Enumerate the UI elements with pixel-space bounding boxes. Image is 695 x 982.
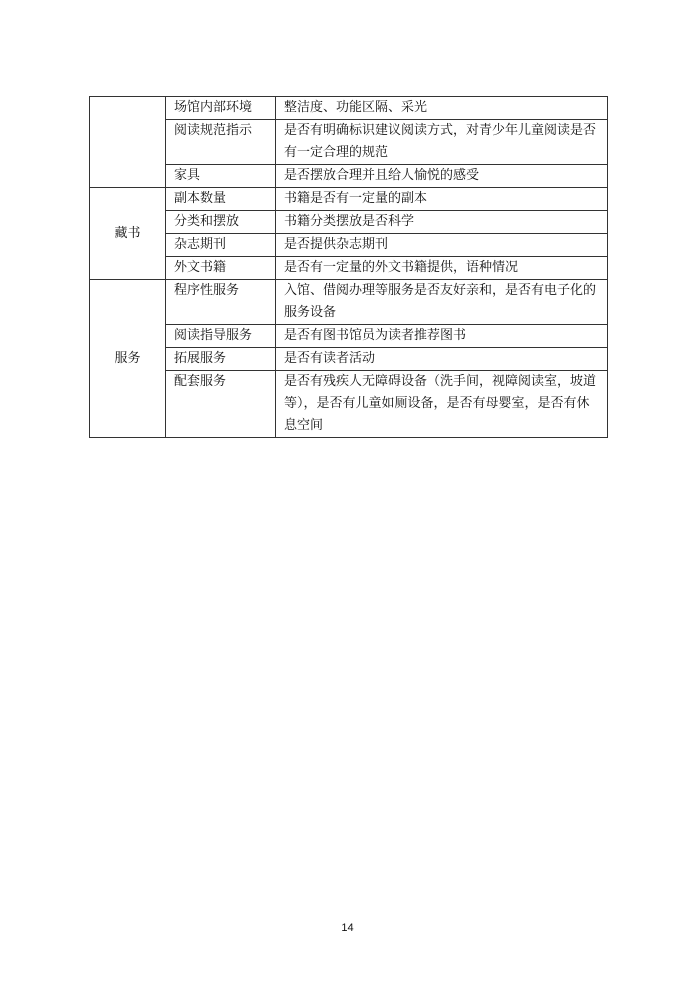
table-row bbox=[90, 211, 608, 234]
table-row bbox=[90, 188, 608, 211]
table-row bbox=[90, 120, 608, 165]
evaluation-table bbox=[89, 96, 608, 438]
table-row bbox=[90, 280, 608, 325]
table-row bbox=[90, 97, 608, 120]
category-cell-collection: 藏书 bbox=[90, 188, 166, 280]
item-cell: 配套服务 bbox=[166, 371, 276, 438]
criteria-cell: 是否有残疾人无障碍设备（洗手间，视障阅读室，坡道等），是否有儿童如厕设备，是否有母婴室，是否有休息空间 bbox=[276, 371, 608, 438]
criteria-cell: 书籍分类摆放是否科学 bbox=[276, 211, 608, 234]
criteria-cell: 是否有图书馆员为读者推荐图书 bbox=[276, 325, 608, 348]
criteria-cell: 书籍是否有一定量的副本 bbox=[276, 188, 608, 211]
item-cell: 阅读规范指示 bbox=[166, 120, 276, 165]
table-row bbox=[90, 165, 608, 188]
item-cell: 拓展服务 bbox=[166, 348, 276, 371]
category-cell-service: 服务 bbox=[90, 280, 166, 438]
item-cell: 家具 bbox=[166, 165, 276, 188]
criteria-cell: 是否提供杂志期刊 bbox=[276, 234, 608, 257]
table-row bbox=[90, 371, 608, 438]
table-row bbox=[90, 348, 608, 371]
table-row bbox=[90, 325, 608, 348]
criteria-cell: 是否有读者活动 bbox=[276, 348, 608, 371]
criteria-cell: 整洁度、功能区隔、采光 bbox=[276, 97, 608, 120]
criteria-cell: 是否有明确标识建议阅读方式，对青少年儿童阅读是否有一定合理的规范 bbox=[276, 120, 608, 165]
item-cell: 阅读指导服务 bbox=[166, 325, 276, 348]
item-cell: 分类和摆放 bbox=[166, 211, 276, 234]
item-cell: 程序性服务 bbox=[166, 280, 276, 325]
item-cell: 副本数量 bbox=[166, 188, 276, 211]
page-number: 14 bbox=[341, 922, 354, 934]
item-cell: 外文书籍 bbox=[166, 257, 276, 280]
table-row bbox=[90, 234, 608, 257]
criteria-cell: 是否有一定量的外文书籍提供，语种情况 bbox=[276, 257, 608, 280]
table-row bbox=[90, 257, 608, 280]
criteria-cell: 是否摆放合理并且给人愉悦的感受 bbox=[276, 165, 608, 188]
criteria-cell: 入馆、借阅办理等服务是否友好亲和，是否有电子化的服务设备 bbox=[276, 280, 608, 325]
category-cell bbox=[90, 97, 166, 188]
item-cell: 杂志期刊 bbox=[166, 234, 276, 257]
item-cell: 场馆内部环境 bbox=[166, 97, 276, 120]
